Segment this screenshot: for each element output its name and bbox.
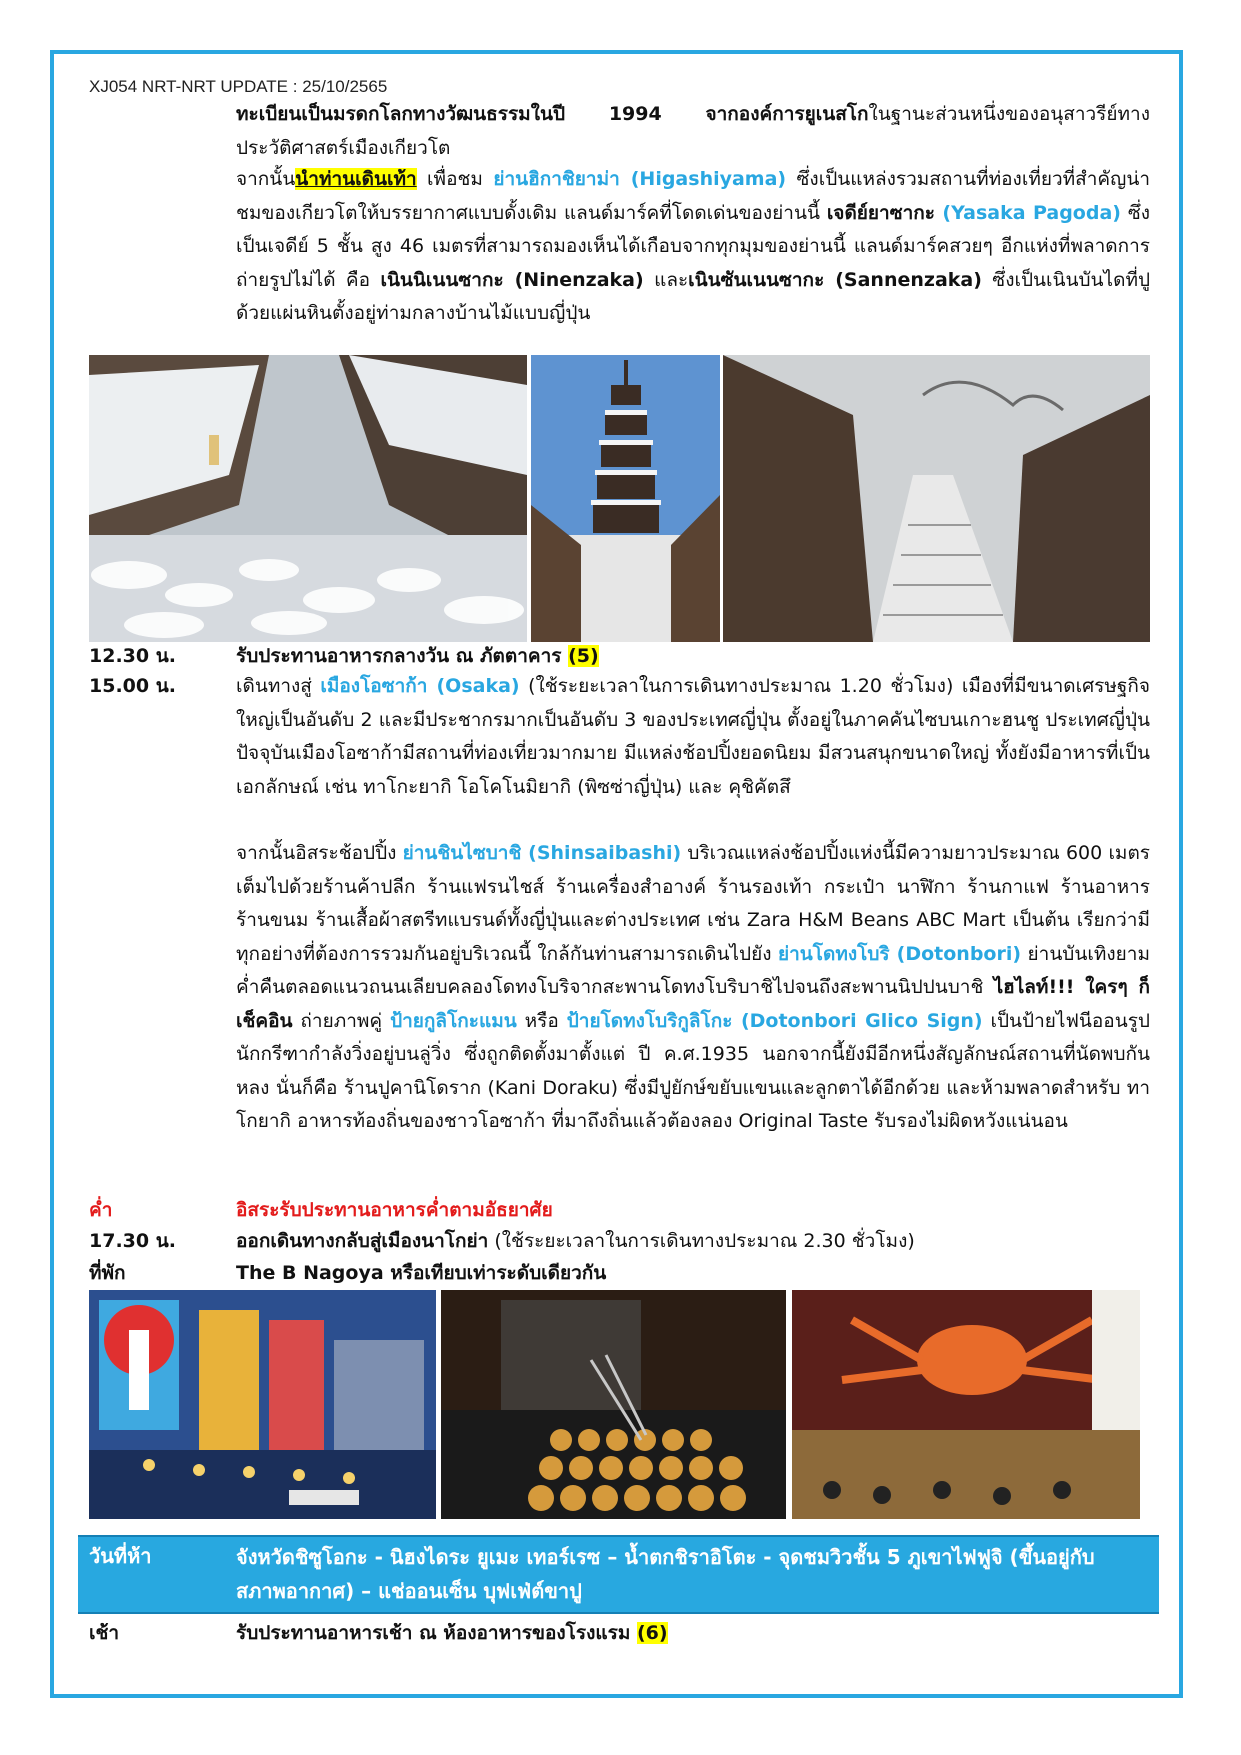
unesco-text: ในฐานะส่วนหนึ่งของอนุสาวรีย์ทางประวัติศาสตร์เมืองเกียวโต xyxy=(236,103,1150,159)
depart-text xyxy=(236,1225,1150,1259)
breakfast-desc: รับประทานอาหารเช้า ณ ห้องอาหารของโรงแรม xyxy=(236,1622,631,1644)
shinsaibashi-name: ย่านชินไซบาชิ (Shinsaibashi) xyxy=(402,842,682,864)
text-segment: หรือ xyxy=(516,1009,567,1032)
higashiyama-paragraph xyxy=(236,163,1150,331)
photo-glico-sign-night xyxy=(89,1290,436,1519)
lunch-text xyxy=(236,640,1150,674)
highlight-text: ไฮไลท์!!! ใครๆ ก็เช็คอิน xyxy=(236,976,1150,1032)
breakfast-text xyxy=(236,1617,1150,1651)
meal-count-badge: (6) xyxy=(636,1622,668,1644)
text-segment: จากนั้น xyxy=(236,168,296,190)
depart-note: (ใช้ระยะเวลาในการเดินทางประมาณ 2.30 ชั่วโมง) xyxy=(488,1230,915,1252)
text-segment: ถ่ายภาพคู่ xyxy=(292,1009,391,1032)
lunch-desc: รับประทานอาหารกลางวัน ณ ภัตตาคาร xyxy=(236,645,562,667)
text-segment: เดินทางสู่ xyxy=(236,675,321,697)
text-segment: จากนั้นอิสระช้อปปิ้ง xyxy=(236,842,403,864)
sannenzaka-name: เนินซันเนนซากะ (Sannenzaka) xyxy=(688,268,982,291)
text-segment: ย่านบันเทิงยามค่ำคืนตลอดแนวถนนเลียบคลองโดทงโบริจากสะพานโดทงโบริบาชิไปจนถึงสะพานนิปปนบาชิ xyxy=(236,942,1150,998)
unesco-paragraph xyxy=(236,98,1150,165)
ninenzaka-name: เนินนิเนนซากะ (Ninenzaka) xyxy=(380,268,644,291)
hotel-label: ที่พัก xyxy=(89,1262,126,1284)
photo-sannenzaka-stairs xyxy=(723,355,1150,642)
day-five-title: จังหวัดชิซูโอกะ - นิฮงไดระ ยูเมะ เทอร์เรซ – น้ำตกชิราอิโตะ - จุดชมวิวชั้น 5 ภูเขาไฟฟูจิ (ขึ้นอยู่กับสภาพอากาศ) – แช่ออนเซ็น บุฟเฟ่ต์ขาปู xyxy=(236,1545,1095,1603)
higashiyama-name: ย่านฮิกาชิยาม่า (Higashiyama) xyxy=(493,168,787,190)
osaka-time: 15.00 น. xyxy=(89,675,176,697)
unesco-text-bold: ทะเบียนเป็นมรดกโลกทางวัฒนธรรมในปี 1994 จากองค์การยูเนสโก xyxy=(236,103,869,125)
photo-kani-doraku-crab xyxy=(792,1290,1140,1519)
text-segment: ซึ่งเป็นเจดีย์ 5 ชั้น สูง 46 เมตรที่สามารถมองเห็นได้เกือบจากทุกมุมของย่านนี้ แลนด์มาร์คสวยๆ อีกแห่งที่พลาดการถ่ายรูปไม่ได้ คือ xyxy=(236,201,1150,291)
glico-name-en: ป้ายโดทงโบริกูลิโกะ (Dotonbori Glico Sign) xyxy=(566,1009,983,1032)
dinner-text: อิสระรับประทานอาหารค่ำตามอัธยาศัย xyxy=(236,1199,553,1221)
pagoda-name-th: เจดีย์ยาซากะ xyxy=(826,201,935,224)
text-segment: (ใช้ระยะเวลาในการเดินทางประมาณ 1.20 ชั่วโมง) เมืองที่มีขนาดเศรษฐกิจใหญ่เป็นอันดับ 2 และมีประชากรมากเป็นอันดับ 3 ของประเทศญี่ปุ่น ตั้งอยู่ในภาคคันไซบนเกาะฮนชู ประเทศญี่ปุ่น ปัจจุบันเมืองโอซาก้ามีสถานที่ท่องเที่ยวมากมาย มีแหล่งช้อปปิ้งยอดนิยม มีสวนสนุกขนาดใหญ่ ทั้งยังมีอาหารที่เป็นเอกลักษณ์ เช่น ทาโกะยากิ โอโคโนมิยากิ (พิซซ่าญี่ปุ่น) และ คุชิคัตสึ xyxy=(236,675,1150,798)
meal-count-badge: (5) xyxy=(568,645,599,667)
osaka-text xyxy=(236,670,1150,804)
text-segment: ซึ่งเป็นแหล่งรวมสถานที่ท่องเที่ยวที่สำคัญน่าชมของเกียวโตให้บรรยากาศแบบดั้งเดิม แลนด์มาร์คที่โดดเด่นของย่านนี้ xyxy=(236,168,1150,224)
photo-snowy-street-umbrellas xyxy=(89,355,527,642)
text-segment: ซึ่งเป็นเนินบันไดที่ปูด้วยแผ่นหินตั้งอยู่ท่ามกลางบ้านไม้แบบญี่ปุ่น xyxy=(236,268,1151,324)
dinner-time: ค่ำ xyxy=(89,1199,113,1221)
hotel-text: The B Nagoya หรือเทียบเท่าระดับเดียวกัน xyxy=(236,1262,607,1284)
breakfast-time: เช้า xyxy=(89,1622,120,1644)
text-segment: เป็นป้ายไฟนีออนรูปนักกรีฑากำลังวิ่งอยู่บนลู่วิ่ง ซึ่งถูกติดตั้งมาตั้งแต่ ปี ค.ศ.1935 นอกจากนี้ยังมีอีกหนึ่งสัญลักษณ์สถานที่นัดพบกันหลง นั่นก็คือ ร้านปูคานิโดราก (Kani Doraku) ซึ่งมีปูยักษ์ขยับแขนและลูกตาได้อีกด้วย และห้ามพลาดสำหรับ ทาโกยากิ อาหารท้องถิ่นของชาวโอซาก้า ที่มาถึงถิ่นแล้วต้องลอง Original Taste รับรองไม่ผิดหวังแน่นอน xyxy=(236,1009,1150,1132)
lunch-time: 12.30 น. xyxy=(89,645,176,667)
text-segment: และ xyxy=(643,268,689,291)
day-five-label: วันที่ห้า xyxy=(89,1544,152,1568)
osaka-name: เมืองโอซาก้า (Osaka) xyxy=(320,675,520,697)
photo-takoyaki xyxy=(441,1290,786,1519)
dotonbori-name: ย่านโดทงโบริ (Dotonbori) xyxy=(778,942,1022,965)
glico-name-th: ป้ายกูลิโกะแมน xyxy=(390,1009,517,1032)
text-segment: บริเวณแหล่งช้อปปิ้งแห่งนี้มีความยาวประมาณ 600 เมตร เต็มไปด้วยร้านค้าปลีก ร้านแฟรนไชส์ ร้านเครื่องสำอางค์ ร้านรองเท้า กระเป๋า นาฬิกา ร้านกาแฟ ร้านอาหาร ร้านขนม ร้านเสื้อผ้าสตรีทแบรนด์ทั้งญี่ปุ่นและต่างประเทศ เช่น Zara H&M Beans ABC Mart เป็นต้น เรียกว่ามีทุกอย่างที่ต้องการรวมกันอยู่บริเวณนี้ ใกล้กันท่านสามารถเดินไปยัง xyxy=(236,842,1151,965)
walk-highlight: นำท่านเดินเท้า xyxy=(295,168,417,190)
depart-time: 17.30 น. xyxy=(89,1230,176,1252)
day-five-banner xyxy=(78,1535,1159,1614)
document-header: XJ054 NRT-NRT UPDATE : 25/10/2565 xyxy=(89,77,388,96)
depart-desc: ออกเดินทางกลับสู่เมืองนาโกย่า xyxy=(236,1230,489,1252)
pagoda-name-en: (Yasaka Pagoda) xyxy=(935,201,1121,224)
text-segment: เพื่อชม xyxy=(416,168,494,190)
photo-yasaka-pagoda xyxy=(531,355,720,642)
shinsaibashi-paragraph xyxy=(236,837,1150,1139)
